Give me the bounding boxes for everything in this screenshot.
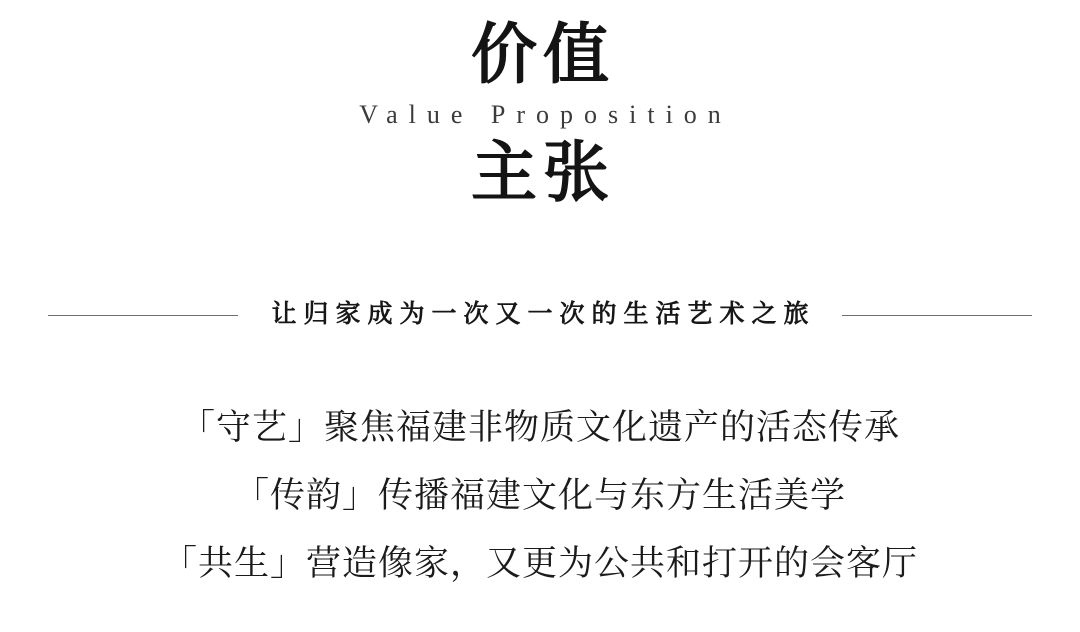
body-line: 「守艺」聚焦福建非物质文化遗产的活态传承 (179, 408, 900, 447)
tagline-row (0, 298, 1080, 332)
body-lines (0, 394, 1080, 598)
body-line: 「共生」营造像家，又更为公共和打开的会客厅 (161, 544, 918, 583)
divider-rule-right (842, 315, 1032, 316)
page-title-en: Value Proposition (359, 100, 732, 129)
page-title-cn-bottom: 主张 (471, 137, 615, 210)
page-title-cn-top: 价值 (471, 19, 615, 92)
title-block (0, 0, 1080, 212)
divider-rule-left (48, 315, 238, 316)
body-line: 「传韵」传播福建文化与东方生活美学 (233, 476, 846, 515)
tagline-text: 让归家成为一次又一次的生活艺术之旅 (271, 301, 816, 328)
